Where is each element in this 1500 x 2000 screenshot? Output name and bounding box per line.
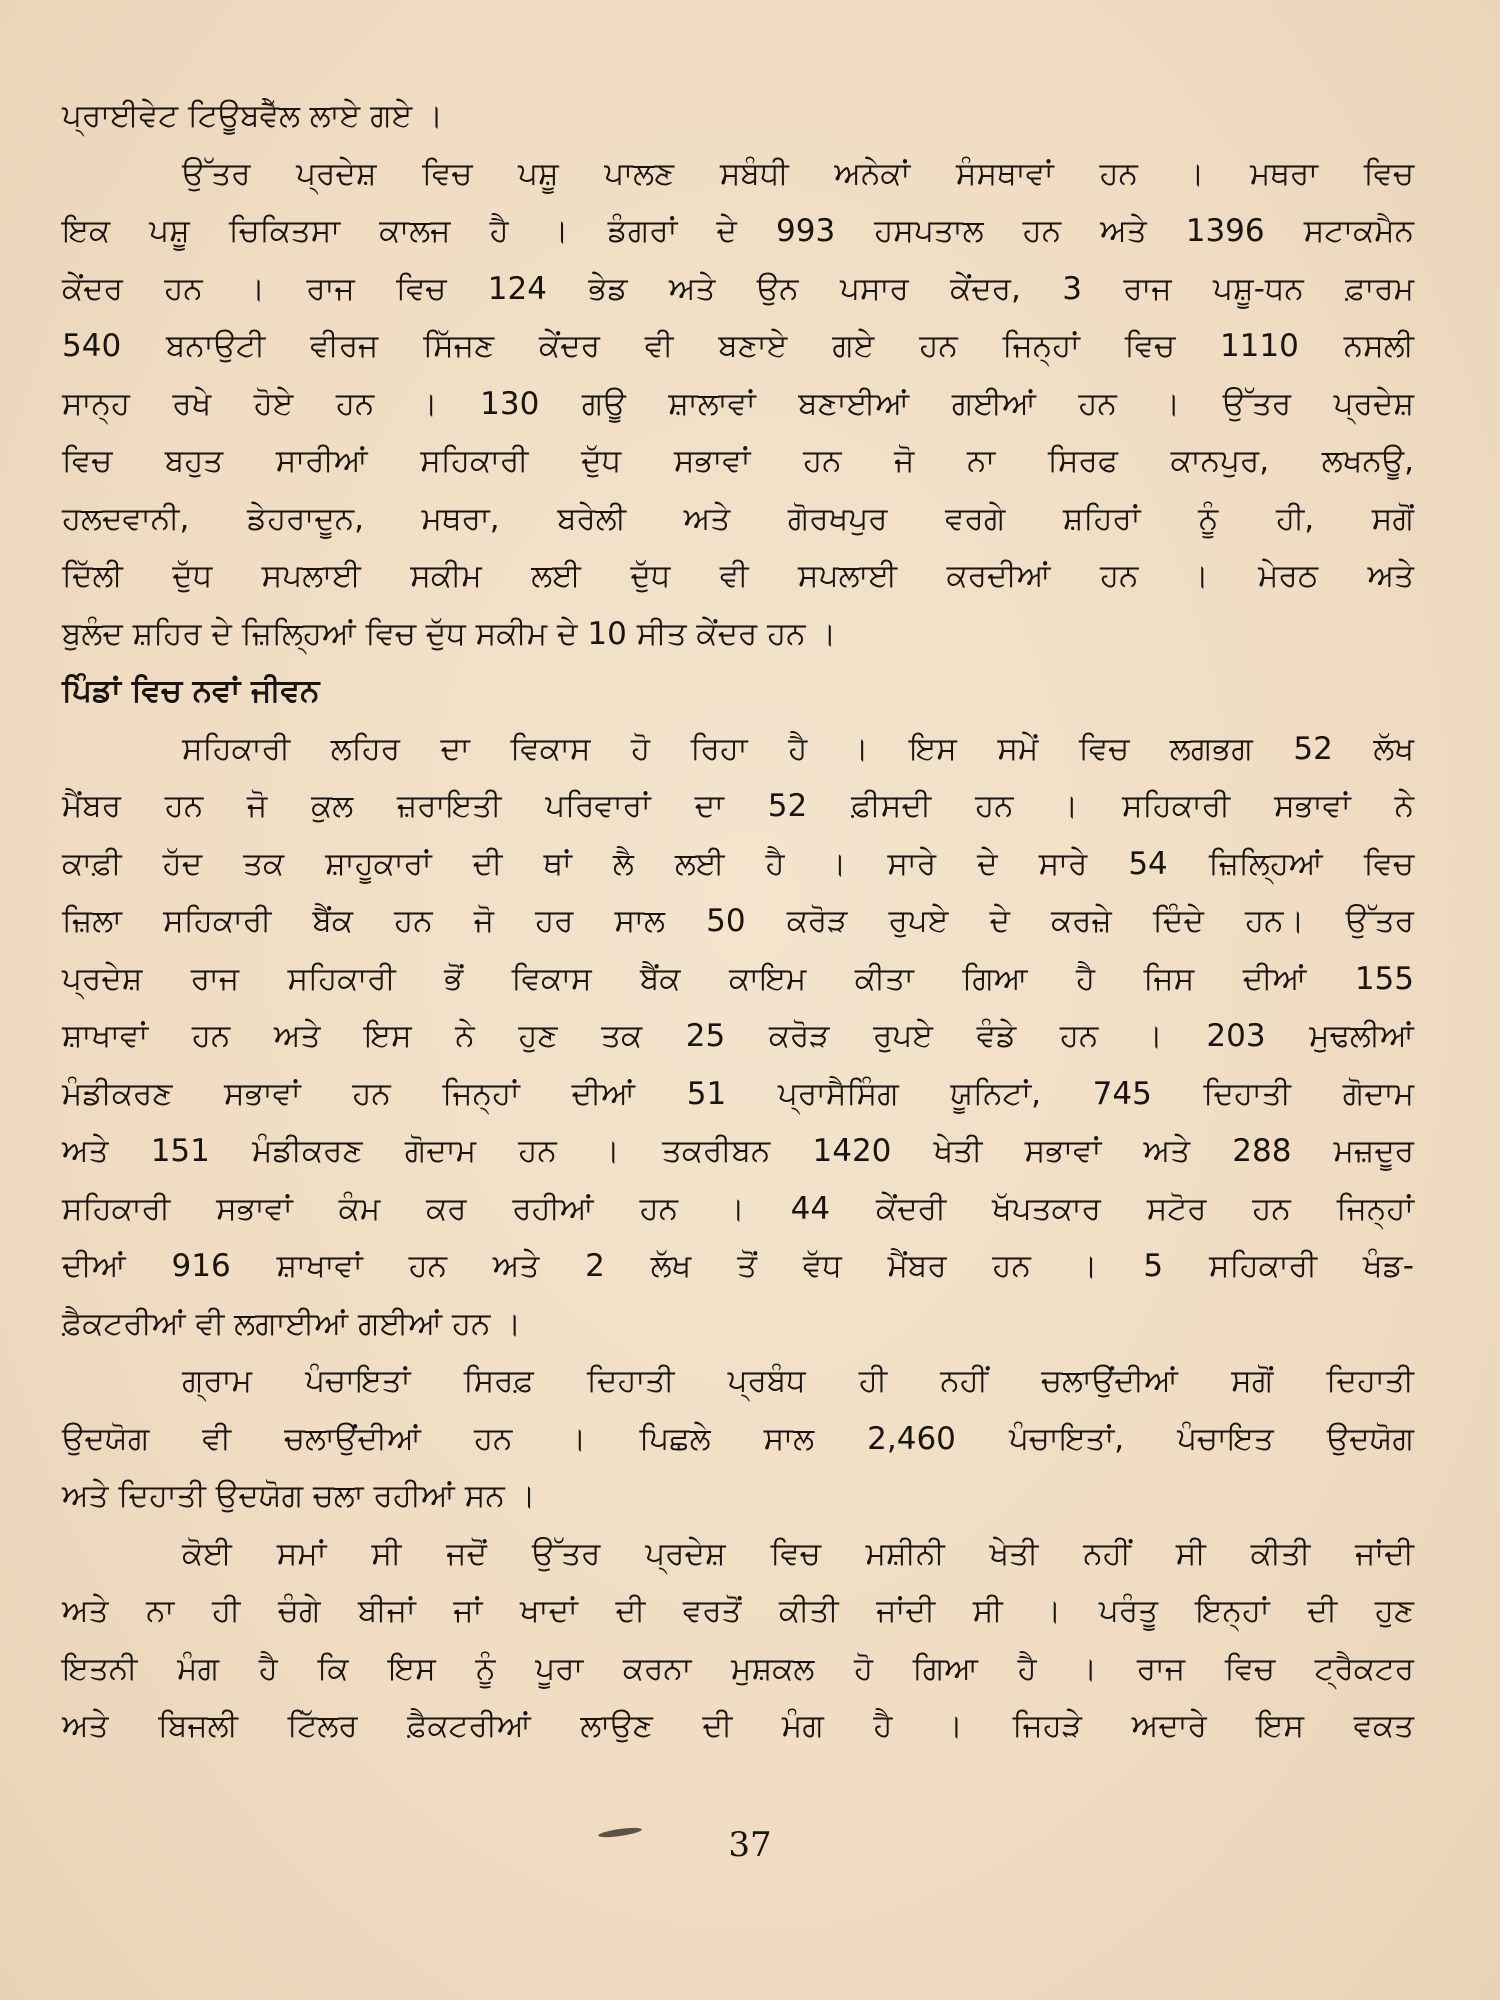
text-line: ਸਾਨ੍ਹ ਰਖੇ ਹੋਏ ਹਨ । 130 ਗਊ ਸ਼ਾਲਾਵਾਂ ਬਣਾਈਆਂ ਗਈਆਂ ਹਨ । ਉੱਤਰ ਪ੍ਰਦੇਸ਼ [62,385,1414,422]
text-line: ਮੰਡੀਕਰਣ ਸਭਾਵਾਂ ਹਨ ਜਿਨ੍ਹਾਂ ਦੀਆਂ 51 ਪ੍ਰਾਸੈਸਿੰਗ ਯੂਨਿਟਾਂ, 745 ਦਿਹਾਤੀ ਗੋਦਾਮ [62,1075,1414,1112]
text-line: ਅਤੇ ਨਾ ਹੀ ਚੰਗੇ ਬੀਜਾਂ ਜਾਂ ਖਾਦਾਂ ਦੀ ਵਰਤੋਂ ਕੀਤੀ ਜਾਂਦੀ ਸੀ । ਪਰੰਤੂ ਇਨ੍ਹਾਂ ਦੀ ਹੁਣ [62,1593,1414,1629]
text-line: ਅਤੇ ਦਿਹਾਤੀ ਉਦਯੋਗ ਚਲਾ ਰਹੀਆਂ ਸਨ । [62,1478,536,1514]
page-text [62,88,1414,1756]
text-line: ਅਤੇ ਬਿਜਲੀ ਟਿੱਲਰ ਫ਼ੈਕਟਰੀਆਂ ਲਾਉਣ ਦੀ ਮੰਗ ਹੈ । ਜਿਹੜੇ ਅਦਾਰੇ ਇਸ ਵਕਤ [62,1708,1414,1744]
text-line: ਇਕ ਪਸ਼ੂ ਚਿਕਿਤਸਾ ਕਾਲਜ ਹੈ । ਡੰਗਰਾਂ ਦੇ 993 ਹਸਪਤਾਲ ਹਨ ਅਤੇ 1396 ਸਟਾਕਮੈਨ [62,213,1414,249]
text-line: ਜ਼ਿਲਾ ਸਹਿਕਾਰੀ ਬੈਂਕ ਹਨ ਜੋ ਹਰ ਸਾਲ 50 ਕਰੋੜ ਰੁਪਏ ਦੇ ਕਰਜ਼ੇ ਦਿੰਦੇ ਹਨ। ਉੱਤਰ [62,903,1414,939]
text-line: ਅਤੇ 151 ਮੰਡੀਕਰਣ ਗੋਦਾਮ ਹਨ । ਤਕਰੀਬਨ 1420 ਖੇਤੀ ਸਭਾਵਾਂ ਅਤੇ 288 ਮਜ਼ਦੂਰ [62,1133,1414,1169]
text-line: ਦਿੱਲੀ ਦੁੱਧ ਸਪਲਾਈ ਸਕੀਮ ਲਈ ਦੁੱਧ ਵੀ ਸਪਲਾਈ ਕਰਦੀਆਂ ਹਨ । ਮੇਰਠ ਅਤੇ [62,558,1414,594]
text-line: ਫ਼ੈਕਟਰੀਆਂ ਵੀ ਲਗਾਈਆਂ ਗਈਆਂ ਹਨ । [62,1305,522,1342]
text-line: ਮੈਂਬਰ ਹਨ ਜੋ ਕੁਲ ਜ਼ਰਾਇਤੀ ਪਰਿਵਾਰਾਂ ਦਾ 52 ਫ਼ੀਸਦੀ ਹਨ । ਸਹਿਕਾਰੀ ਸਭਾਵਾਂ ਨੇ [62,788,1414,824]
text-line: ਹਲਦਵਾਨੀ, ਡੇਹਰਾਦੂਨ, ਮਥਰਾ, ਬਰੇਲੀ ਅਤੇ ਗੋਰਖਪੁਰ ਵਰਗੇ ਸ਼ਹਿਰਾਂ ਨੂੰ ਹੀ, ਸਗੋਂ [62,500,1414,537]
text-line: ਬੁਲੰਦ ਸ਼ਹਿਰ ਦੇ ਜ਼ਿਲ੍ਹਿਆਂ ਵਿਚ ਦੁੱਧ ਸਕੀਮ ਦੇ 10 ਸੀਤ ਕੇਂਦਰ ਹਨ । [62,615,837,652]
text-line: ਕੇਂਦਰ ਹਨ । ਰਾਜ ਵਿਚ 124 ਭੇਡ ਅਤੇ ਉਨ ਪਸਾਰ ਕੇਂਦਰ, 3 ਰਾਜ ਪਸ਼ੂ-ਧਨ ਫ਼ਾਰਮ [62,270,1414,307]
text-line: ਸਹਿਕਾਰੀ ਲਹਿਰ ਦਾ ਵਿਕਾਸ ਹੋ ਰਿਹਾ ਹੈ । ਇਸ ਸਮੇਂ ਵਿਚ ਲਗਭਗ 52 ਲੱਖ [182,730,1414,767]
text-line: ਉਦਯੋਗ ਵੀ ਚਲਾਉਂਦੀਆਂ ਹਨ । ਪਿਛਲੇ ਸਾਲ 2,460 ਪੰਚਾਇਤਾਂ, ਪੰਚਾਇਤ ਉਦਯੋਗ [62,1420,1414,1457]
text-line: ਸ਼ਾਖਾਵਾਂ ਹਨ ਅਤੇ ਇਸ ਨੇ ਹੁਣ ਤਕ 25 ਕਰੋੜ ਰੁਪਏ ਵੰਡੇ ਹਨ । 203 ਮੁਢਲੀਆਂ [62,1018,1414,1054]
text-line: ਸਹਿਕਾਰੀ ਸਭਾਵਾਂ ਕੰਮ ਕਰ ਰਹੀਆਂ ਹਨ । 44 ਕੇਂਦਰੀ ਖੱਪਤਕਾਰ ਸਟੋਰ ਹਨ ਜਿਨ੍ਹਾਂ [62,1190,1414,1227]
text-line: ਇਤਨੀ ਮੰਗ ਹੈ ਕਿ ਇਸ ਨੂੰ ਪੂਰਾ ਕਰਨਾ ਮੁਸ਼ਕਲ ਹੋ ਗਿਆ ਹੈ । ਰਾਜ ਵਿਚ ਟ੍ਰੈਕਟਰ [62,1650,1414,1687]
text-line: ਗ੍ਰਾਮ ਪੰਚਾਇਤਾਂ ਸਿਰਫ਼ ਦਿਹਾਤੀ ਪ੍ਰਬੰਧ ਹੀ ਨਹੀਂ ਚਲਾਉਂਦੀਆਂ ਸਗੋਂ ਦਿਹਾਤੀ [182,1363,1414,1399]
text-line: ਦੀਆਂ 916 ਸ਼ਾਖਾਵਾਂ ਹਨ ਅਤੇ 2 ਲੱਖ ਤੋਂ ਵੱਧ ਮੈਂਬਰ ਹਨ । 5 ਸਹਿਕਾਰੀ ਖੰਡ- [62,1248,1414,1284]
text-line: ਪ੍ਰਦੇਸ਼ ਰਾਜ ਸਹਿਕਾਰੀ ਭੋਂ ਵਿਕਾਸ ਬੈਂਕ ਕਾਇਮ ਕੀਤਾ ਗਿਆ ਹੈ ਜਿਸ ਦੀਆਂ 155 [62,960,1414,997]
text-line: ਪ੍ਰਾਈਵੇਟ ਟਿਊਬਵੈੱਲ ਲਾਏ ਗਏ । [62,98,444,134]
text-line: ਕਾਫ਼ੀ ਹੱਦ ਤਕ ਸ਼ਾਹੂਕਾਰਾਂ ਦੀ ਥਾਂ ਲੈ ਲਈ ਹੈ । ਸਾਰੇ ਦੇ ਸਾਰੇ 54 ਜ਼ਿਲ੍ਹਿਆਂ ਵਿਚ [62,845,1414,882]
page-number: 37 [728,1825,772,1865]
text-line: ਉੱਤਰ ਪ੍ਰਦੇਸ਼ ਵਿਚ ਪਸ਼ੂ ਪਾਲਣ ਸਬੰਧੀ ਅਨੇਕਾਂ ਸੰਸਥਾਵਾਂ ਹਨ । ਮਥਰਾ ਵਿਚ [182,155,1414,192]
section-heading: ਪਿੰਡਾਂ ਵਿਚ ਨਵਾਂ ਜੀਵਨ [62,673,320,709]
text-line: ਵਿਚ ਬਹੁਤ ਸਾਰੀਆਂ ਸਹਿਕਾਰੀ ਦੁੱਧ ਸਭਾਵਾਂ ਹਨ ਜੋ ਨਾ ਸਿਰਫ ਕਾਨਪੁਰ, ਲਖਨਊ, [62,443,1414,479]
text-line: 540 ਬਨਾਉਟੀ ਵੀਰਜ ਸਿੱਜਣ ਕੇਂਦਰ ਵੀ ਬਣਾਏ ਗਏ ਹਨ ਜਿਨ੍ਹਾਂ ਵਿਚ 1110 ਨਸਲੀ [62,328,1414,364]
text-line: ਕੋਈ ਸਮਾਂ ਸੀ ਜਦੋਂ ਉੱਤਰ ਪ੍ਰਦੇਸ਼ ਵਿਚ ਮਸ਼ੀਨੀ ਖੇਤੀ ਨਹੀਂ ਸੀ ਕੀਤੀ ਜਾਂਦੀ [182,1535,1414,1572]
